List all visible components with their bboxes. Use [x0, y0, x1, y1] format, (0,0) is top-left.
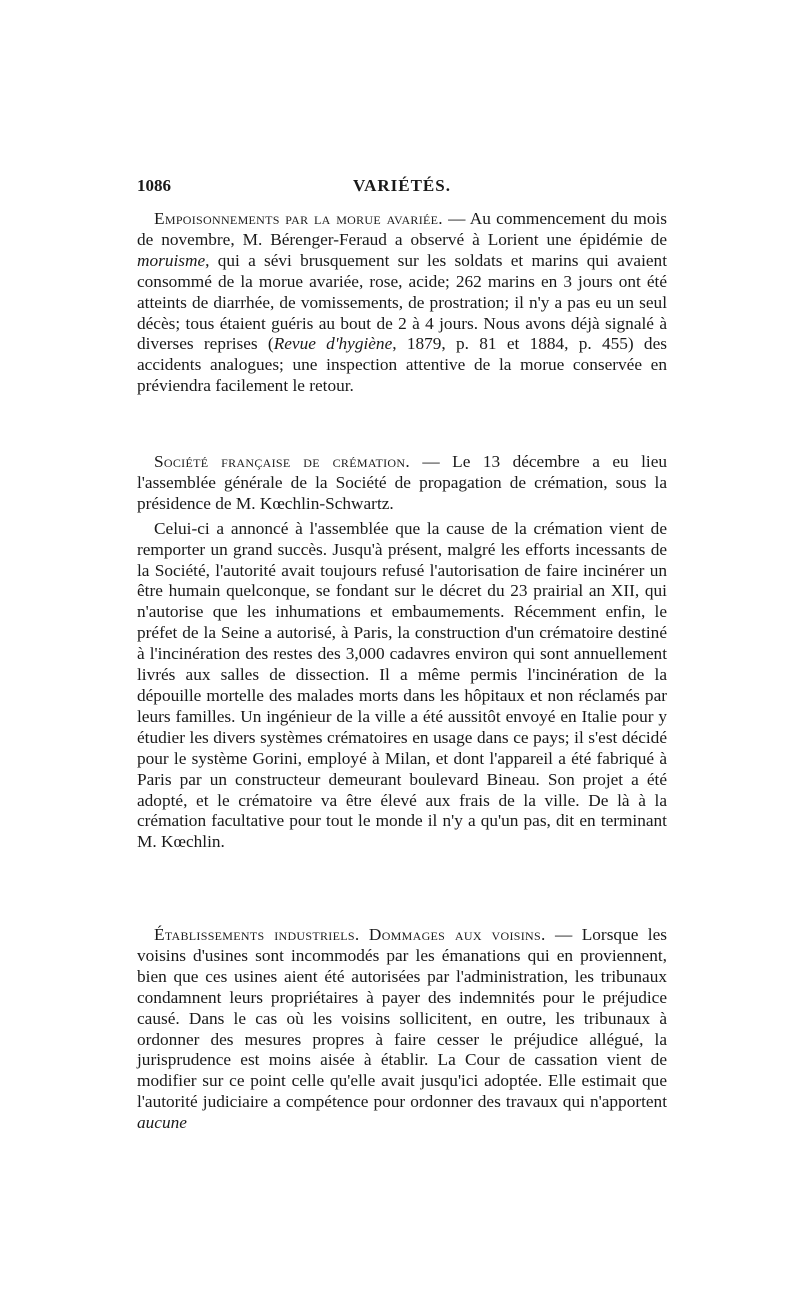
page-number: 1086 [137, 176, 171, 195]
article-heading: Société française de crémation. [154, 452, 410, 471]
article-heading: Empoisonnements par la morue avariée. [154, 209, 443, 228]
section-title: VARIÉTÉS. [353, 176, 451, 195]
article-subheading: Dommages aux voisins. [368, 925, 546, 944]
article-paragraph: Empoisonnements par la morue avariée. — Au commencement du mois de novembre, M. Bérenger-Feraud a observé à Lorient une épidémie de moruisme, qui a sévi brusquement sur les soldats et marins qui avaient consommé de la morue avariée, rose, acide; 262 marins en 3 jours ont été atteints de diarrhée, de vomissements, de prostration; il n'y a pas eu un seul décès; tous étaient guéris au bout de 2 à 4 jours. Nous avons déjà signalé à diverses reprises (Revue d'hygiène, 1879, p. 81 et 1884, p. 455) des accidents analogues; une inspection attentive de la morue conservée en préviendra facilement le retour. [137, 209, 667, 396]
journal-title: Revue d'hygiène [273, 334, 393, 354]
page-header [137, 172, 667, 202]
italic-word: aucune [137, 1113, 187, 1133]
article-morue [137, 209, 667, 397]
article-paragraph: Société française de crémation. — Le 13 décembre a eu lieu l'assemblée générale de la Société de propagation de crémation, sous la présidence de M. Kœchlin-Schwartz. [137, 452, 668, 513]
article-paragraph: Établissements industriels. Dommages aux voisins. — Lorsque les voisins d'usines sont incommodés par les émanations qui en proviennent, bien que ces usines aient été autorisées par l'administration, les tribunaux condamnent leurs propriétaires à payer des indemnités pour le préjudice causé. Dans le cas où les voisins sollicitent, en outre, les tribunaux à ordonner des mesures propres à faire cesser le préjudice allégué, la jurisprudence est moins aisée à établir. La Cour de cassation vient de modifier sur ce point celle qu'elle avait jusqu'ici adoptée. Elle estimait que l'autorité judiciaire a compétence pour ordonner des travaux qui n'apportent aucune [137, 925, 668, 1133]
italic-term: moruisme [137, 250, 206, 270]
article-heading: Établissements industriels. [154, 925, 360, 944]
article-paragraph: Celui-ci a annoncé à l'assemblée que la cause de la crémation vient de remporter un grand succès. Jusqu'à présent, malgré les efforts incessants de la Société, l'autorité avait toujours refusé l'autorisation de faire incinérer un être humain quelconque, se fondant sur le décret du 23 prairial an XII, qui n'autorise que les inhumations et embaumements. Récemment enfin, le préfet de la Seine a autorisé, à Paris, la construction d'un crématoire destiné à l'incinération des restes des 3,000 cadavres environ qui sont annuellement livrés aux salles de dissection. Il a même permis l'incinération de la dépouille mortelle des malades morts dans les hôpitaux et non réclamés par leurs familles. Un ingénieur de la ville a été aussitôt envoyé en Italie pour y étudier les divers systèmes crématoires en usage dans ce pays; il s'est décidé pour le système Gorini, employé à Milan, et dont l'appareil a été fabriqué à Paris par un constructeur demeurant boulevard Bineau. Son projet a été adopté, et le crématoire va être élevé aux frais de la ville. De là à la crémation facultative pour tout le monde il n'y a qu'un pas, dit en terminant M. Kœchlin. [137, 518, 667, 852]
article-etablissements [137, 925, 667, 1134]
article-cremation [137, 452, 667, 853]
